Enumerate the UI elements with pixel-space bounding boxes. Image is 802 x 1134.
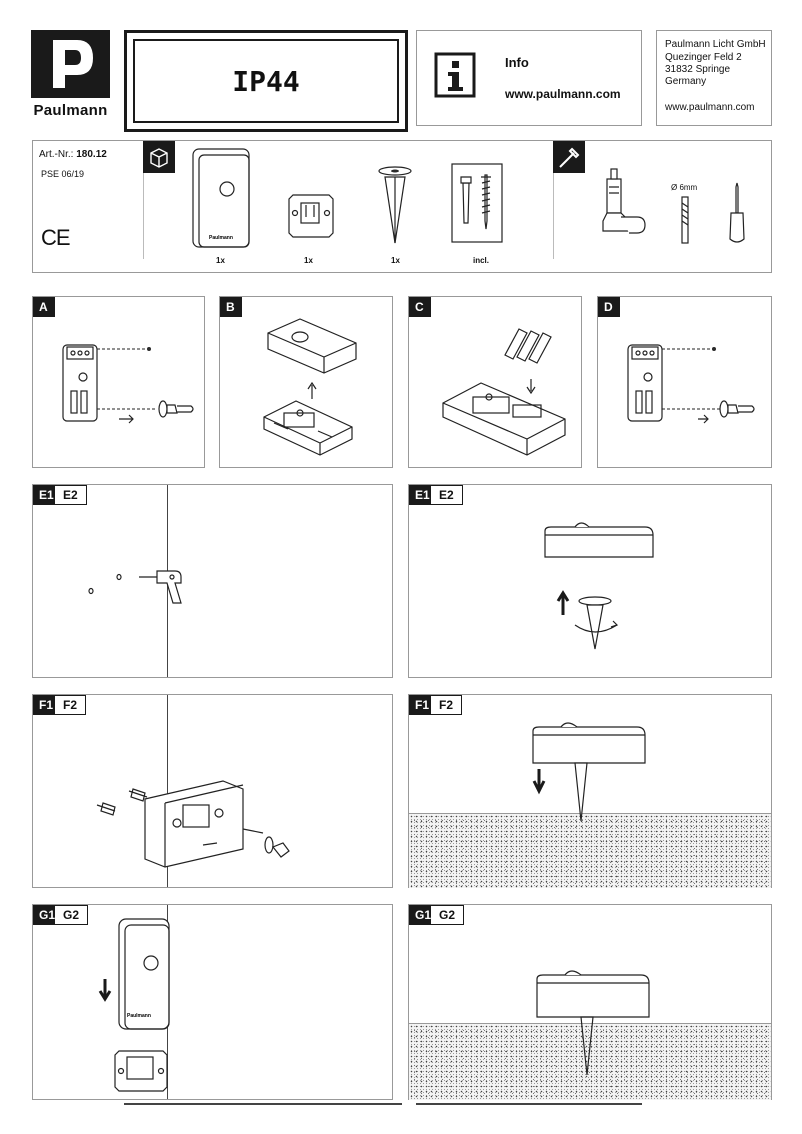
drill-illustration xyxy=(601,165,661,245)
wall-bracket-illustration xyxy=(287,191,337,241)
qty-bracket: 1x xyxy=(304,256,313,265)
illustration-batteries xyxy=(437,317,577,467)
logo-mark xyxy=(31,30,110,98)
panel-label-g2: G2 xyxy=(431,905,464,925)
illustration-close-housing xyxy=(624,341,764,431)
panel-label-g1: G1 xyxy=(33,905,62,925)
panel-g-ground xyxy=(408,904,772,1100)
title-frame xyxy=(124,30,408,132)
panel-label-g1: G1 xyxy=(409,905,438,925)
paulmann-logo xyxy=(31,30,110,125)
qty-housing: 1x xyxy=(216,256,225,265)
battery-group xyxy=(505,329,551,363)
panel-label-e2: E2 xyxy=(55,485,87,505)
screws-dowels-illustration xyxy=(451,163,503,243)
panel-g-wall xyxy=(32,904,393,1100)
panel-label-d: D xyxy=(598,297,620,317)
footer-rule xyxy=(416,1103,642,1105)
address-city: 31832 Springe xyxy=(665,64,731,75)
info-url[interactable]: www.paulmann.com xyxy=(505,87,621,101)
qty-spike: 1x xyxy=(391,256,400,265)
housing-marking: Paulmann xyxy=(209,235,233,241)
panel-label-f2: F2 xyxy=(431,695,462,715)
info-icon xyxy=(435,53,475,97)
illustration-mount-bracket xyxy=(93,773,293,883)
page-title: IP44 xyxy=(133,39,399,123)
illustration-attach-spike xyxy=(539,513,669,663)
panel-c xyxy=(408,296,582,468)
illustration-installed-sensor xyxy=(519,961,659,1081)
illustration-lid-removal xyxy=(260,313,390,463)
panel-label-c: C xyxy=(409,297,431,317)
company-name: Paulmann Licht GmbH xyxy=(665,39,766,50)
address-url[interactable]: www.paulmann.com xyxy=(665,102,755,113)
panel-label-f2: F2 xyxy=(55,695,86,715)
sensor-housing-illustration xyxy=(191,147,253,253)
illustration-insert-spike xyxy=(519,713,659,823)
panel-label-e1: E1 xyxy=(409,485,437,505)
panel-f-ground xyxy=(408,694,772,888)
address-box xyxy=(656,30,772,126)
article-number-line xyxy=(39,149,107,160)
panel-a xyxy=(32,296,205,468)
screwdriver-illustration xyxy=(725,183,749,245)
footer-rule xyxy=(124,1103,402,1105)
panel-e-wall xyxy=(32,484,393,678)
panel-label-a: A xyxy=(33,297,55,317)
panel-f-wall xyxy=(32,694,393,888)
panel-label-f1: F1 xyxy=(409,695,436,715)
panel-label-e1: E1 xyxy=(33,485,61,505)
panel-label-b: B xyxy=(220,297,242,317)
drill-bit-illustration xyxy=(677,197,693,245)
illustration-hang-housing xyxy=(93,915,213,1099)
package-contents-box xyxy=(32,140,772,273)
logo-p-glyph xyxy=(31,30,110,98)
article-prefix: Art.-Nr.: xyxy=(39,149,74,160)
ground-spike-illustration xyxy=(371,163,421,251)
tools-icon xyxy=(553,141,585,173)
ce-mark: CE xyxy=(41,225,70,250)
panel-b xyxy=(219,296,393,468)
panel-e-spike xyxy=(408,484,772,678)
illustration-drilling xyxy=(87,563,207,613)
panel-d xyxy=(597,296,772,468)
pse-code: PSE 06/19 xyxy=(41,169,85,179)
qty-screws: incl. xyxy=(473,256,490,265)
panel-label-g2: G2 xyxy=(55,905,88,925)
illustration-open-housing xyxy=(59,341,199,431)
drill-size: Ø 6mm xyxy=(671,183,698,192)
panel-label-e2: E2 xyxy=(431,485,463,505)
address-street: Quezinger Feld 2 xyxy=(665,52,742,63)
info-box xyxy=(416,30,642,126)
panel-label-f1: F1 xyxy=(33,695,60,715)
address-country: Germany xyxy=(665,76,707,87)
housing-marking: Paulmann xyxy=(127,1013,151,1019)
ground-soil xyxy=(409,813,771,888)
info-label: Info xyxy=(505,55,529,70)
brand-name: Paulmann xyxy=(33,102,108,119)
box-icon xyxy=(143,141,175,173)
article-number: 180.12 xyxy=(76,149,107,160)
